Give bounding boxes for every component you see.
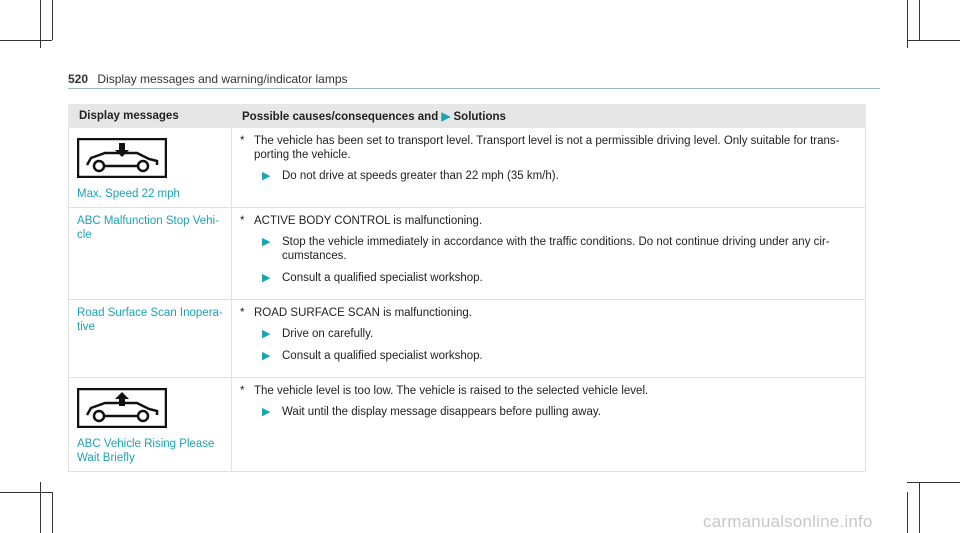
page-title: Display messages and warning/indicator lamps: [97, 72, 348, 86]
solution-text: Do not drive at speeds greater than 22 mph (35 km/h).: [282, 170, 559, 182]
solution-text: Drive on carefully.: [282, 328, 374, 340]
crop-mark: [0, 492, 52, 493]
car-lowering-icon: [77, 138, 223, 181]
solution-item: [262, 349, 857, 363]
display-message: ABC Vehicle Rising Please Wait Briefly: [77, 438, 215, 464]
display-messages-table: [68, 104, 866, 472]
solution-arrow-icon: ▶: [262, 170, 271, 182]
car-raising-icon: [77, 388, 223, 431]
cause-item: * ACTIVE BODY CONTROL is malfunctioning.: [240, 215, 483, 227]
display-message: ABC Malfunction Stop Vehi-cle: [77, 215, 219, 241]
message-cell: [69, 128, 232, 208]
solution-arrow-icon: ▶: [262, 328, 271, 340]
cause-cell: [232, 128, 866, 208]
cause-cell: [232, 208, 866, 300]
cause-text: The vehicle has been set to transport level. Transport level is not a permissible driving level. Only suitable for trans-porting the vehicle.: [254, 135, 840, 161]
table-row: [69, 378, 866, 472]
crop-mark: [40, 482, 41, 533]
cause-text: The vehicle level is too low. The vehicle is raised to the selected vehicle level.: [254, 385, 649, 397]
cause-text: ROAD SURFACE SCAN is malfunctioning.: [254, 307, 472, 319]
cause-text: ACTIVE BODY CONTROL is malfunctioning.: [254, 215, 483, 227]
message-cell: [69, 300, 232, 378]
page-header: [68, 72, 348, 86]
table-row: [69, 128, 866, 208]
display-message: Max. Speed 22 mph: [77, 188, 180, 200]
header-solutions-label: Solutions: [453, 111, 506, 123]
solution-item: [262, 327, 857, 341]
solution-arrow-icon: ▶: [262, 406, 271, 418]
table-row: [69, 300, 866, 378]
crop-mark: [52, 492, 53, 533]
cause-cell: [232, 300, 866, 378]
watermark: carmanualsonline.info: [703, 512, 873, 531]
crop-mark: [907, 482, 960, 483]
crop-mark: [0, 40, 52, 41]
solution-item: [262, 235, 857, 263]
cause-item: * The vehicle level is too low. The vehicle is raised to the selected vehicle level.: [240, 385, 649, 397]
crop-mark: [52, 0, 53, 40]
display-message: Road Surface Scan Inopera-tive: [77, 307, 223, 333]
message-cell: [69, 378, 232, 472]
solution-text: Consult a qualified specialist workshop.: [282, 272, 483, 284]
cause-item: * The vehicle has been set to transport level. Transport level is not a permissible driving level. Only suitable for trans-porting the vehicle.: [240, 134, 857, 162]
table-header-row: [69, 105, 866, 128]
header-divider: [68, 88, 880, 89]
cause-cell: [232, 378, 866, 472]
crop-mark: [919, 0, 920, 40]
solution-arrow-icon: ▶: [441, 111, 451, 123]
cause-item: * ROAD SURFACE SCAN is malfunctioning.: [240, 307, 472, 319]
page-number: 520: [68, 72, 89, 86]
crop-mark: [919, 482, 920, 533]
solution-text: Wait until the display message disappears before pulling away.: [282, 406, 601, 418]
solution-arrow-icon: ▶: [262, 272, 271, 284]
solution-arrow-icon: ▶: [262, 350, 271, 362]
crop-mark: [907, 492, 908, 533]
crop-mark: [907, 40, 960, 41]
header-causes-label: Possible causes/consequences and: [242, 111, 439, 123]
solution-text: Stop the vehicle immediately in accordance with the traffic conditions. Do not continue driving under any cir-cumstances.: [282, 236, 830, 262]
header-causes-solutions: [232, 105, 866, 128]
header-display-messages: Display messages: [69, 105, 232, 128]
solution-item: [262, 169, 857, 183]
solution-item: [262, 271, 857, 285]
solution-item: [262, 405, 857, 419]
message-cell: [69, 208, 232, 300]
solution-arrow-icon: ▶: [262, 236, 271, 248]
solution-text: Consult a qualified specialist workshop.: [282, 350, 483, 362]
table-row: [69, 208, 866, 300]
